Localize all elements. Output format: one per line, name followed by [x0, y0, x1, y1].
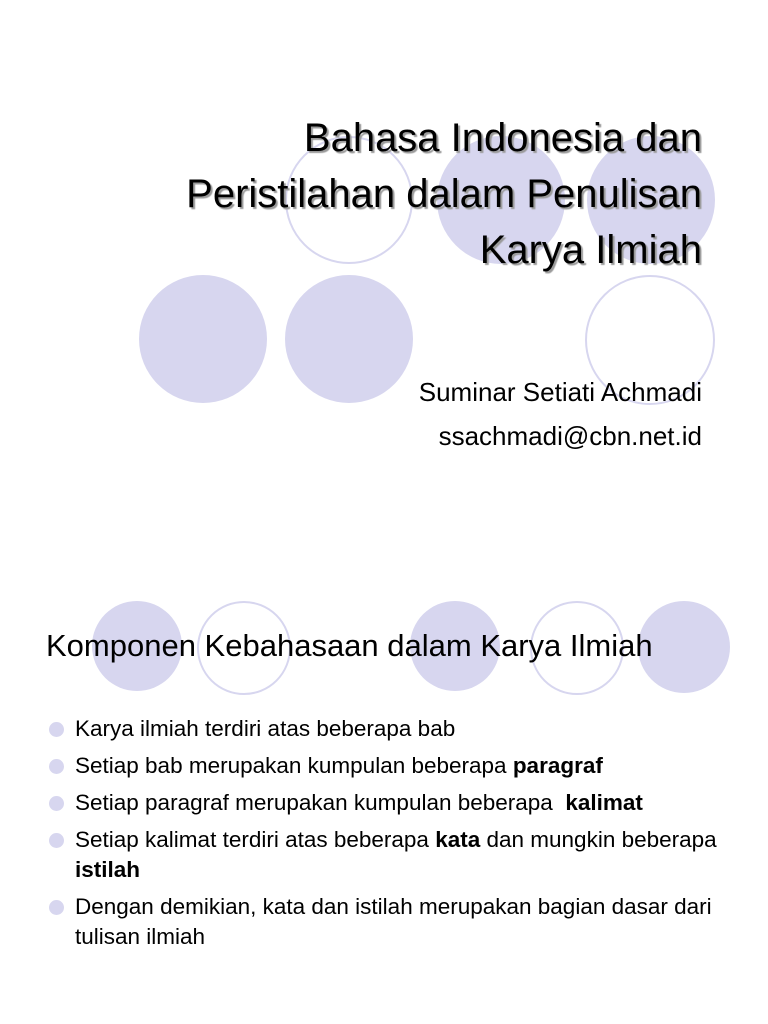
bullet-icon	[49, 722, 64, 737]
bullet-text: dan mungkin beberapa	[480, 827, 717, 852]
decorative-circle-filled	[139, 275, 267, 403]
author-name: Suminar Setiati Achmadi	[418, 377, 702, 407]
slide-title-line: Karya Ilmiah	[479, 228, 702, 272]
list-item	[48, 714, 738, 744]
bullet-icon	[49, 833, 64, 848]
bullet-emphasis: paragraf	[512, 753, 603, 778]
list-item	[48, 892, 738, 952]
list-item	[48, 751, 738, 781]
slide-title-line: Bahasa Indonesia dan	[303, 116, 702, 160]
content-slide	[0, 576, 768, 1024]
slide-title: Komponen Kebahasaan dalam Karya Ilmiah	[46, 628, 653, 663]
list-item	[48, 788, 738, 818]
list-item	[48, 825, 738, 885]
bullet-list	[48, 714, 738, 959]
bullet-text: Setiap kalimat terdiri atas beberapa	[75, 827, 436, 852]
bullet-text: Dengan demikian, kata dan istilah merupakan bagian dasar dari tulisan ilmiah	[75, 894, 712, 949]
bullet-text: Karya ilmiah terdiri atas beberapa bab	[75, 716, 456, 741]
decorative-circle-filled	[285, 275, 413, 403]
bullet-icon	[49, 759, 64, 774]
bullet-text: Setiap paragraf merupakan kumpulan beberapa	[75, 790, 566, 815]
bullet-text: Setiap bab merupakan kumpulan beberapa	[75, 753, 513, 778]
author-email: ssachmadi@cbn.net.id	[438, 421, 702, 451]
slide-title-line: Peristilahan dalam Penulisan	[186, 172, 702, 216]
bullet-emphasis: kalimat	[565, 790, 643, 815]
slide-title	[82, 110, 702, 278]
author-block	[419, 370, 702, 458]
bullet-icon	[49, 796, 64, 811]
bullet-emphasis: kata	[435, 827, 481, 852]
bullet-icon	[49, 900, 64, 915]
bullet-emphasis: istilah	[75, 857, 141, 882]
